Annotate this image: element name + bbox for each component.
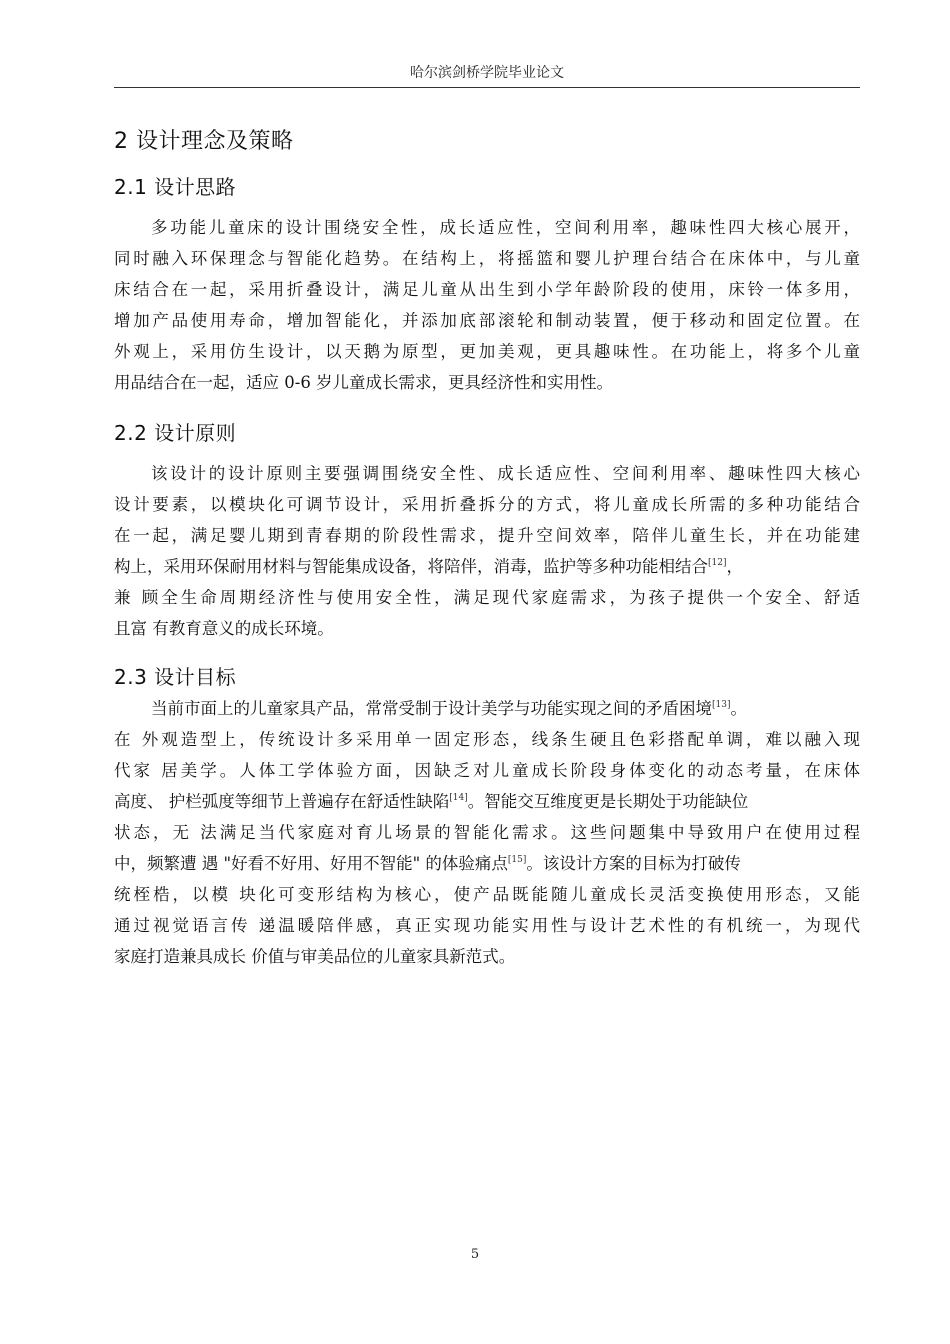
text-segment: 高度、 护栏弧度等细节上普遍存在舒适性缺陷 bbox=[114, 792, 450, 811]
text-line: 且富 有教育意义的成长环境。 bbox=[114, 619, 334, 638]
text-line: 统桎梏，以模 块化可变形结构为核心，使产品既能随儿童成长灵活变换使用形态，又能 bbox=[114, 885, 860, 904]
text-line-with-citation bbox=[114, 551, 860, 582]
section-title-2-1: 2.1 设计思路 bbox=[114, 175, 237, 199]
text-line: 通过视觉语言传 递温暖陪伴感，真正实现功能实用性与设计艺术性的有机统一，为现代 bbox=[114, 916, 860, 935]
citation-14: [14] bbox=[449, 793, 468, 803]
text-line: 在一起，满足婴儿期到青春期的阶段性需求，提升空间效率，陪伴儿童生长，并在功能建 bbox=[114, 526, 860, 545]
text-segment: 。智能交互维度更是长期处于功能缺位 bbox=[467, 792, 749, 811]
running-header: 哈尔滨剑桥学院毕业论文 bbox=[410, 65, 564, 81]
header-divider bbox=[114, 87, 860, 88]
citation-12: [12] bbox=[708, 558, 727, 568]
text-segment: 构上，采用环保耐用材料与智能集成设备，将陪伴，消毒，监护等多种功能相结合 bbox=[114, 557, 708, 576]
section-2-1-paragraph bbox=[114, 212, 860, 398]
page-number: 5 bbox=[470, 1247, 480, 1262]
text-line: 设计要素，以模块化可调节设计，采用折叠拆分的方式，将儿童成长所需的多种功能结合 bbox=[114, 495, 860, 514]
text-segment: 。该设计方案的目标为打破传 bbox=[526, 854, 741, 873]
section-title-2-3: 2.3 设计目标 bbox=[114, 665, 237, 689]
text-line: 代家 居美学。人体工学体验方面，因缺乏对儿童成长阶段身体变化的动态考量，在床体 bbox=[114, 761, 860, 780]
chapter-title: 2 设计理念及策略 bbox=[114, 129, 294, 154]
text-segment: 当前市面上的儿童家具产品，常常受制于设计美学与功能实现之间的矛盾困境 bbox=[151, 699, 712, 718]
section-2-2-paragraph bbox=[114, 458, 860, 644]
text-line-with-citation bbox=[114, 693, 860, 724]
text-line: 该设计的设计原则主要强调围绕安全性、成长适应性、空间利用率、趣味性四大核心 bbox=[151, 464, 860, 483]
citation-15: [15] bbox=[507, 855, 527, 865]
citation-13: [13] bbox=[712, 700, 731, 710]
text-line: 家庭打造兼具成长 价值与审美品位的儿童家具新范式。 bbox=[114, 947, 516, 966]
text-line: 床结合在一起，采用折叠设计，满足儿童从出生到小学年龄阶段的使用，床铃一体多用， bbox=[114, 280, 860, 299]
text-line: 兼 顾全生命周期经济性与使用安全性，满足现代家庭需求，为孩子提供一个安全、舒适 bbox=[114, 588, 860, 607]
text-line: 状态，无 法满足当代家庭对育儿场景的智能化需求。这些问题集中导致用户在使用过程 bbox=[114, 823, 860, 842]
text-segment: 中，频繁遭 遇 "好看不好用、好用不智能" 的体验痛点 bbox=[114, 854, 508, 873]
text-line: 外观上，采用仿生设计，以天鹅为原型，更加美观，更具趣味性。在功能上，将多个儿童 bbox=[114, 342, 860, 361]
text-segment: 。 bbox=[730, 699, 747, 718]
text-segment: ， bbox=[726, 557, 743, 576]
text-line: 同时融入环保理念与智能化趋势。在结构上，将摇篮和婴儿护理台结合在床体中，与儿童 bbox=[114, 249, 860, 268]
text-line: 用品结合在一起，适应 0-6 岁儿童成长需求，更具经济性和实用性。 bbox=[114, 373, 614, 392]
text-line-with-citation bbox=[114, 786, 860, 817]
text-line: 多功能儿童床的设计围绕安全性，成长适应性，空间利用率，趣味性四大核心展开， bbox=[151, 218, 860, 237]
text-line: 增加产品使用寿命，增加智能化，并添加底部滚轮和制动装置，便于移动和固定位置。在 bbox=[114, 311, 860, 330]
section-2-3-paragraph bbox=[114, 693, 860, 972]
section-title-2-2: 2.2 设计原则 bbox=[114, 421, 237, 445]
text-line: 在 外观造型上，传统设计多采用单一固定形态，线条生硬且色彩搭配单调，难以融入现 bbox=[114, 730, 860, 749]
text-line-with-citation bbox=[114, 848, 860, 879]
